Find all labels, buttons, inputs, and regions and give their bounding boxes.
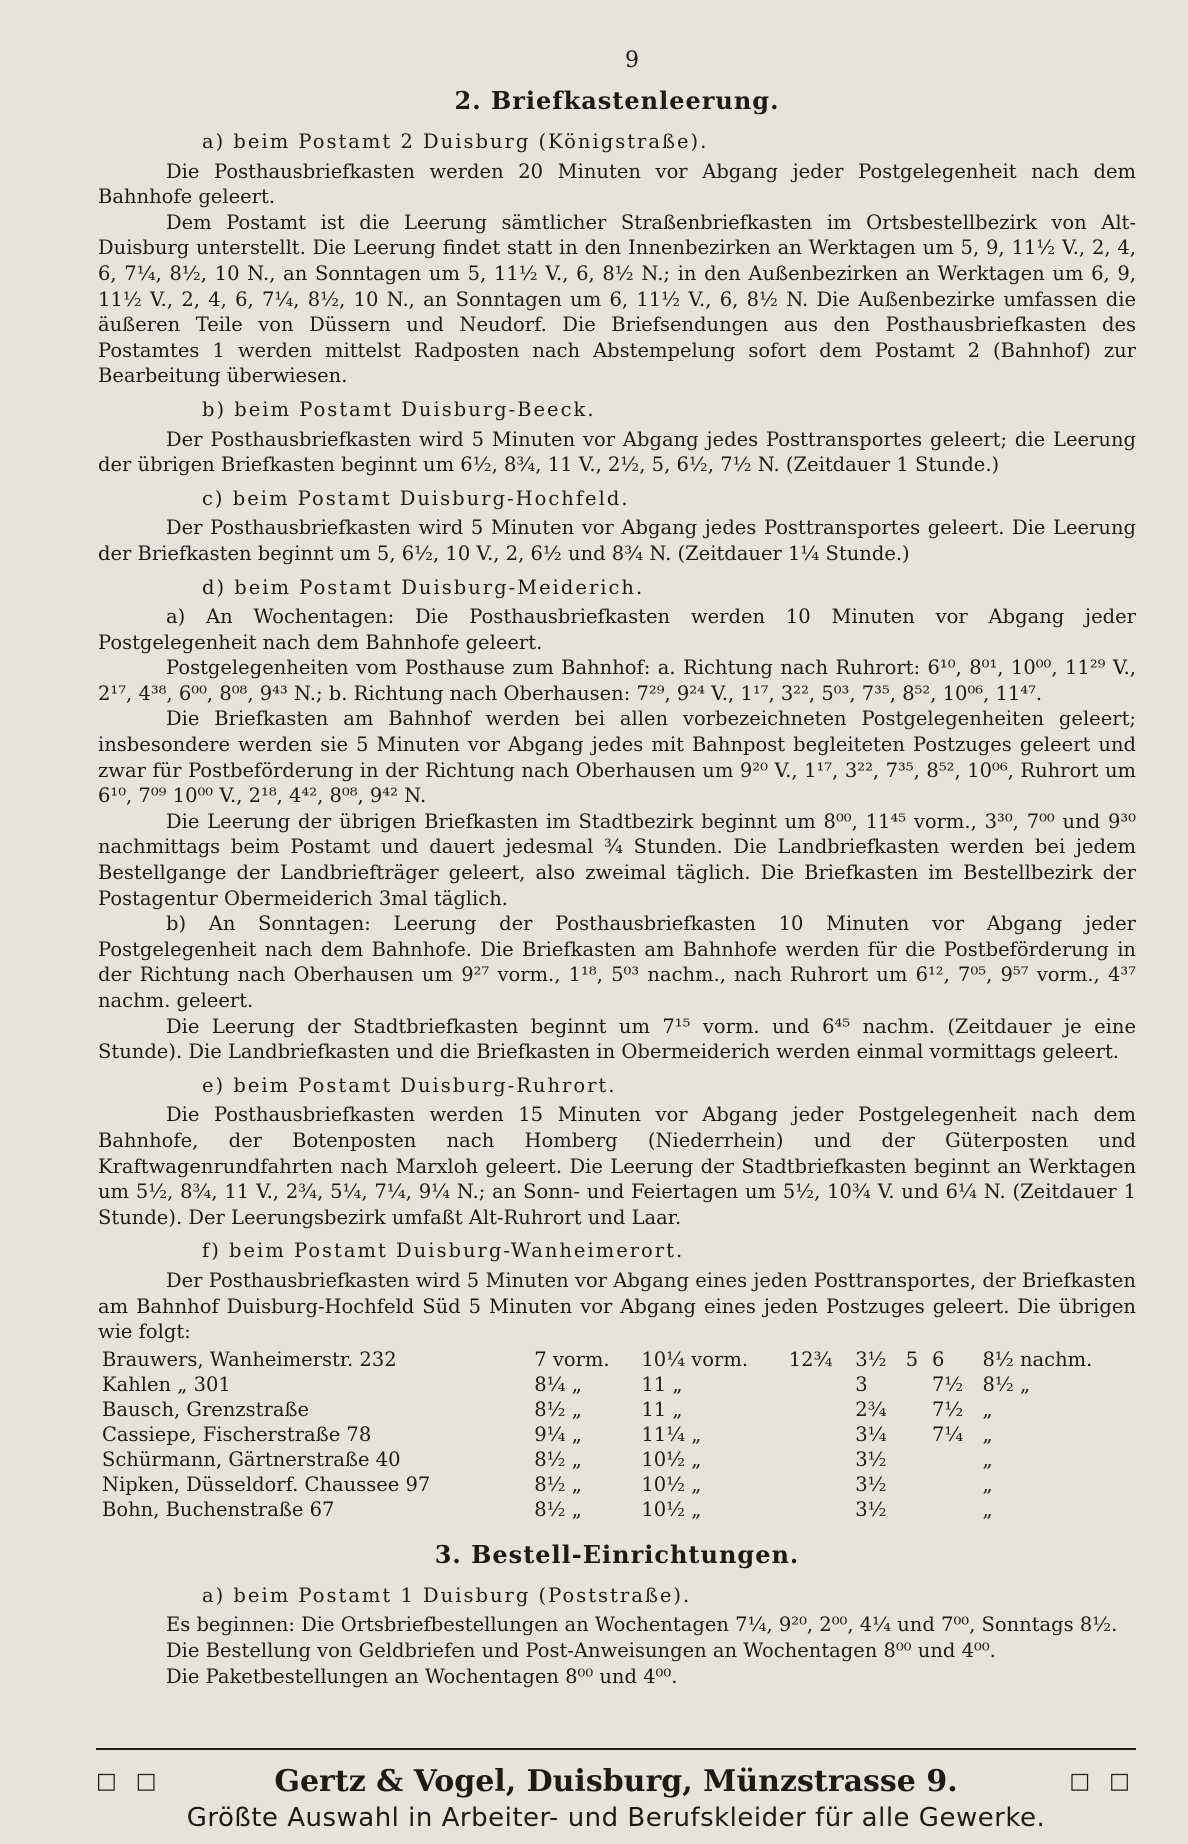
heading-2e: e) beim Postamt Duisburg-Ruhrort. xyxy=(202,1073,617,1097)
paragraph-3a-2: Die Bestellung von Geldbriefen und Post-Anweisungen an Wochentagen 8⁰⁰ und 4⁰⁰. xyxy=(166,1638,996,1662)
table-cell-location: Cassiepe, Fischerstraße 78 xyxy=(102,1422,372,1446)
paragraph-2c-1: Der Posthausbriefkasten wird 5 Minuten vor Abgang jedes Posttransportes geleert. Die Leerung der Briefkasten beginnt um 5, 6½, 10 V., 2, 6½ und 8¾ N. (Zeitdauer 1¼ Stunde.) xyxy=(98,516,1136,565)
table-cell-time: 8¼ „ xyxy=(534,1372,582,1396)
table-cell-location: Schürmann, Gärtnerstraße 40 xyxy=(102,1447,401,1471)
table-cell-time: 10¼ vorm. xyxy=(641,1347,749,1371)
table-cell-time xyxy=(902,1497,928,1522)
table-cell-time: 2¾ xyxy=(855,1397,887,1421)
paragraph-2a-2: Dem Postamt ist die Leerung sämtlicher Straßenbriefkasten im Ortsbestellbezirk von Alt-Duisburg unterstellt. Die Leerung findet statt in den Innenbezirken an Werktagen um 5, 9, 11½ V., 2, 4, 6, 7¼, 8½, 10 N., an Sonntagen um 5, 11½ V., 6, 8½ N.; in den Außenbezirken an Werktagen um 6, 9, 11½ V., 2, 4, 6, 7¼, 8½, 10 N., an Sonntagen um 6, 11½ V., 6, 8½ N. Die Außenbezirke umfassen die äußeren Teile von Düssern und Neudorf. Die Briefsendungen aus den Posthausbriefkasten des Postamtes 1 werden mittelst Radposten nach Abstempelung sofort dem Postamt 2 (Bahnhof) zur Bearbeitung überwiesen. xyxy=(98,210,1136,388)
table-row xyxy=(98,1397,1130,1422)
table-cell-time: 3½ xyxy=(855,1497,887,1521)
table-cell-time: 6 xyxy=(931,1347,945,1371)
table-cell-time xyxy=(785,1497,851,1522)
table-row xyxy=(98,1497,1130,1522)
advertisement-headline: Gertz & Vogel, Duisburg, Münzstrasse 9. xyxy=(274,1764,958,1799)
table-cell-time: „ xyxy=(982,1447,993,1471)
advertisement xyxy=(96,1748,1136,1833)
table-cell-location: Bausch, Grenzstraße xyxy=(102,1397,310,1421)
heading-2d: d) beim Postamt Duisburg-Meiderich. xyxy=(202,575,645,599)
table-cell-time: 10½ „ xyxy=(641,1472,702,1496)
heading-2c: c) beim Postamt Duisburg-Hochfeld. xyxy=(202,486,630,510)
table-cell-time xyxy=(902,1397,928,1422)
table-cell-time: 8½ „ xyxy=(982,1372,1031,1396)
paragraph-2f-1: Der Posthausbriefkasten wird 5 Minuten vor Abgang eines jeden Posttransportes, der Briefkasten am Bahnhof Duisburg-Hochfeld Süd 5 Minuten vor Abgang eines jeden Postzuges geleert. Die übrigen wie folgt: xyxy=(98,1268,1136,1344)
advertisement-tagline: Größte Auswahl in Arbeiter- und Berufskleider für alle Gewerke. xyxy=(186,1803,1046,1833)
table-cell-time: „ xyxy=(982,1472,993,1496)
table-cell-time xyxy=(902,1472,928,1497)
paragraph-3a-3: Die Paketbestellungen an Wochentagen 8⁰⁰ und 4⁰⁰. xyxy=(166,1664,678,1688)
heading-2a: a) beim Postamt 2 Duisburg (Königstraße). xyxy=(202,130,709,153)
table-cell-time: 7½ xyxy=(931,1372,964,1396)
table-cell-time xyxy=(785,1372,851,1397)
paragraph-2e-1: Die Posthausbriefkasten werden 15 Minuten vor Abgang jeder Postgelegenheit nach dem Bahnhofe, der Botenposten nach Homberg (Niederrhein) und der Güterposten und Kraftwagenrundfahrten nach Marxloh geleert. Die Leerung der Stadtbriefkasten beginnt an Werktagen um 5½, 8¾, 11 V., 2¾, 5¼, 7¼, 9¼ N.; an Sonn- und Feiertagen um 5½, 10¾ V. und 6¼ N. (Zeitdauer 1 Stunde). Der Leerungsbezirk umfaßt Alt-Ruhrort und Laar. xyxy=(98,1103,1136,1229)
table-cell-time: 7 vorm. xyxy=(534,1347,610,1371)
table-cell-time: 7½ xyxy=(931,1397,964,1421)
table-cell-time xyxy=(928,1472,979,1497)
table-cell-time: 8½ „ xyxy=(534,1397,582,1421)
paragraph-2d-e: b) An Sonntagen: Leerung der Posthausbriefkasten 10 Minuten vor Abgang jeder Postgelegenheit nach dem Bahnhofe. Die Briefkasten am Bahnhofe werden für die Postbeförderung in der Richtung nach Oberhausen um 9²⁷ vorm., 1¹⁸, 5⁰³ nachm., nach Ruhrort um 6¹², 7⁰⁵, 9⁵⁷ vorm., 4³⁷ nachm. geleert. xyxy=(98,912,1136,1012)
table-cell-location: Brauwers, Wanheimerstr. 232 xyxy=(102,1347,397,1371)
table-cell-location: Bohn, Buchenstraße 67 xyxy=(102,1497,335,1521)
square-ornament-icon: □ □ xyxy=(1069,1769,1136,1794)
table-cell-time: 5 xyxy=(905,1347,919,1371)
heading-2b: b) beim Postamt Duisburg-Beeck. xyxy=(202,397,596,421)
table-cell-time: 3½ xyxy=(855,1347,887,1371)
advertisement-headline-row xyxy=(96,1764,1136,1799)
section-3-title: 3. Bestell-Einrichtungen. xyxy=(434,1539,800,1569)
table-cell-time: „ xyxy=(982,1397,993,1421)
table-cell-time: „ xyxy=(982,1422,993,1446)
table-cell-time xyxy=(928,1447,979,1472)
table-cell-time xyxy=(928,1497,979,1522)
table-cell-time xyxy=(902,1372,928,1397)
paragraph-2d-a: a) An Wochentagen: Die Posthausbriefkasten werden 10 Minuten vor Abgang jeder Postgelegenheit nach dem Bahnhofe geleert. xyxy=(98,605,1136,654)
table-cell-time: 12¾ xyxy=(788,1347,833,1371)
paragraph-2d-c: Die Briefkasten am Bahnhof werden bei allen vorbezeichneten Postgelegenheiten geleert; insbesondere werden sie 5 Minuten vor Abgang jedes mit Bahnpost begleiteten Postzuges geleert und zwar für Postbeförderung in der Richtung nach Oberhausen um 9²⁰ V., 1¹⁷, 3²², 7³⁵, 8⁵², 10⁰⁶, Ruhrort um 6¹⁰, 7⁰⁹ 10⁰⁰ V., 2¹⁸, 4⁴², 8⁰⁸, 9⁴² N. xyxy=(98,707,1136,808)
table-cell-time: 7¼ xyxy=(931,1422,964,1446)
table-cell-time: 11 „ xyxy=(641,1372,683,1396)
table-row xyxy=(98,1472,1130,1497)
table-cell-time: 3½ xyxy=(855,1447,887,1471)
table-cell-time: 8½ „ xyxy=(534,1447,582,1471)
paragraph-2d-d: Die Leerung der übrigen Briefkasten im Stadtbezirk beginnt um 8⁰⁰, 11⁴⁵ vorm., 3³⁰, 7⁰⁰ und 9³⁰ nachmittags beim Postamt und dauert jedesmal ¾ Stunden. Die Landbriefkasten werden bei jedem Bestellgange der Landbriefträger geleert, also zweimal täglich. Die Briefkasten im Bestellbezirk der Postagentur Obermeiderich 3mal täglich. xyxy=(98,809,1136,910)
table-cell-location: Nipken, Düsseldorf. Chaussee 97 xyxy=(102,1472,431,1496)
table-cell-time: 9¼ „ xyxy=(534,1422,582,1446)
table-cell-location: Kahlen „ 301 xyxy=(102,1372,231,1396)
table-row xyxy=(98,1422,1130,1447)
table-cell-time: 3 xyxy=(855,1372,868,1396)
section-2-title: 2. Briefkastenleerung. xyxy=(454,86,780,115)
table-cell-time: 10½ „ xyxy=(641,1497,702,1521)
table-row xyxy=(98,1447,1130,1472)
table-cell-time xyxy=(902,1447,928,1472)
table-cell-time: 3½ xyxy=(855,1472,887,1496)
table-cell-time xyxy=(785,1397,851,1422)
paragraph-2b-1: Der Posthausbriefkasten wird 5 Minuten vor Abgang jedes Posttransportes geleert; die Leerung der übrigen Briefkasten beginnt um 6½, 8¾, 11 V., 2½, 5, 6½, 7½ N. (Zeitdauer 1 Stunde.) xyxy=(98,427,1136,477)
table-cell-time: 11¼ „ xyxy=(641,1422,702,1446)
heading-3a: a) beim Postamt 1 Duisburg (Poststraße). xyxy=(202,1583,692,1607)
square-ornament-icon: □ □ xyxy=(96,1769,163,1794)
table-cell-time xyxy=(785,1447,851,1472)
table-cell-time: 3¼ xyxy=(855,1422,887,1446)
table-cell-time xyxy=(785,1472,851,1497)
paragraph-2d-f: Die Leerung der Stadtbriefkasten beginnt um 7¹⁵ vorm. und 6⁴⁵ nachm. (Zeitdauer je eine Stunde). Die Landbriefkasten und die Briefkasten in Obermeiderich werden einmal vormittags geleert. xyxy=(98,1014,1136,1064)
table-row xyxy=(98,1347,1130,1372)
table-cell-time: 10½ „ xyxy=(641,1447,702,1471)
table-cell-time xyxy=(785,1422,851,1447)
page-number: 9 xyxy=(625,48,639,73)
paragraph-2d-b: Postgelegenheiten vom Posthause zum Bahnhof: a. Richtung nach Ruhrort: 6¹⁰, 8⁰¹, 10⁰⁰, 11²⁹ V., 2¹⁷, 4³⁸, 6⁰⁰, 8⁰⁸, 9⁴³ N.; b. Richtung nach Oberhausen: 7²⁹, 9²⁴ V., 1¹⁷, 3²², 5⁰³, 7³⁵, 8⁵², 10⁰⁶, 11⁴⁷. xyxy=(98,656,1136,705)
table-row xyxy=(98,1372,1130,1397)
table-cell-time xyxy=(902,1422,928,1447)
table-cell-time: 8½ nachm. xyxy=(982,1347,1093,1371)
paragraph-3a-1: Es beginnen: Die Ortsbriefbestellungen an Wochentagen 7¼, 9²⁰, 2⁰⁰, 4¼ und 7⁰⁰, Sonntags 8½. xyxy=(166,1613,1118,1637)
table-cell-time: 8½ „ xyxy=(534,1472,582,1496)
table-cell-time: 11 „ xyxy=(641,1397,683,1421)
table-cell-time: 8½ „ xyxy=(534,1497,582,1521)
collection-times-table xyxy=(98,1347,1130,1522)
table-cell-time: „ xyxy=(982,1497,993,1521)
heading-2f: f) beim Postamt Duisburg-Wanheimerort. xyxy=(202,1239,685,1263)
paragraph-2a-1: Die Posthausbriefkasten werden 20 Minuten vor Abgang jeder Postgelegenheit nach dem Bahnhofe geleert. xyxy=(98,159,1136,209)
